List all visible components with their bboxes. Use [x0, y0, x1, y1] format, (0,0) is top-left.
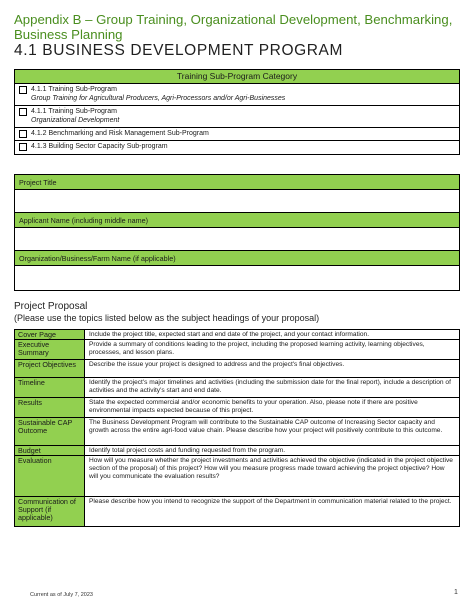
proposal-row-text: Provide a summary of conditions leading to the project, including the proposed learning activity, learning objectives, processes, and lesson plans. — [89, 341, 425, 356]
category-table — [14, 69, 460, 155]
category-option-label: 4.1.1 Training Sub-Program — [31, 86, 117, 93]
category-option-2 — [15, 106, 459, 128]
category-option-3 — [15, 128, 459, 141]
proposal-row-text: Describe the issue your project is designed to address and the project's final objectives. — [89, 361, 345, 368]
proposal-row-text: Identify the project's major timelines and activities (including the submission date for the final report), include a description of activities and the activity's start and end date. — [89, 379, 451, 394]
proposal-subtitle: (Please use the topics listed below as the subject headings of your proposal) — [14, 313, 320, 323]
proposal-row-text: Include the project title, expected start and end date of the project, and your contact information. — [89, 331, 370, 338]
proposal-row — [15, 418, 459, 446]
proposal-row-label: Cover Page — [15, 330, 85, 339]
organization-name-field[interactable] — [15, 266, 459, 290]
category-option-sub: Organizational Development — [31, 117, 120, 124]
proposal-row-label: Timeline — [15, 378, 85, 397]
organization-name-label: Organization/Business/Farm Name (if applicable) — [15, 251, 459, 266]
category-option-sub: Group Training for Agricultural Producers, Agri-Processors and/or Agri-Businesses — [31, 95, 286, 102]
category-option-1 — [15, 84, 459, 106]
proposal-row-label: Communication of Support (if applicable) — [15, 497, 85, 526]
page-title: 4.1 BUSINESS DEVELOPMENT PROGRAM — [14, 42, 343, 59]
proposal-row — [15, 330, 459, 340]
proposal-row-text: Please describe how you intend to recognize the support of the Department in communication material related to the project. — [89, 498, 452, 505]
proposal-table — [14, 329, 460, 527]
proposal-row — [15, 340, 459, 360]
checkbox-icon[interactable] — [19, 130, 27, 138]
proposal-row-label: Budget — [15, 446, 85, 455]
proposal-row-text: How will you measure whether the project investments and activities achieved the objective (indicated in the project objective section of the proposal) of this project? How will you measure progress made toward achieving the project objective? How will you communicate the evaluation results? — [89, 457, 453, 480]
project-title-field[interactable] — [15, 190, 459, 213]
proposal-row — [15, 360, 459, 378]
proposal-row-text: The Business Development Program will contribute to the Sustainable CAP outcome of Increasing Sector capacity and growth across the entire agri-food value chain. Please describe how your project will positively contribute to this outcome. — [89, 419, 443, 434]
proposal-row-text: Identify total project costs and funding requested from the program. — [89, 447, 286, 454]
category-option-label: 4.1.1 Training Sub-Program — [31, 108, 117, 115]
category-option-label: 4.1.2 Benchmarking and Risk Management Sub-Program — [31, 130, 209, 137]
checkbox-icon[interactable] — [19, 143, 27, 151]
proposal-row — [15, 446, 459, 456]
proposal-row-label: Project Objectives — [15, 360, 85, 377]
checkbox-icon[interactable] — [19, 86, 27, 94]
proposal-row-label: Results — [15, 398, 85, 417]
applicant-name-field[interactable] — [15, 228, 459, 251]
checkbox-icon[interactable] — [19, 108, 27, 116]
proposal-row-label: Executive Summary — [15, 340, 85, 359]
proposal-row — [15, 398, 459, 418]
proposal-row-text: State the expected commercial and/or economic benefits to your operation. Also, please note if there are positive environmental impacts expected because of this project. — [89, 399, 418, 414]
category-option-label: 4.1.3 Building Sector Capacity Sub-program — [31, 143, 168, 150]
proposal-row — [15, 378, 459, 398]
page-number: 1 — [454, 589, 458, 596]
proposal-title: Project Proposal — [14, 301, 88, 312]
applicant-info-table — [14, 174, 460, 291]
proposal-row-label: Sustainable CAP Outcome — [15, 418, 85, 445]
category-table-heading: Training Sub-Program Category — [15, 70, 459, 84]
category-option-4 — [15, 141, 459, 154]
applicant-name-label: Applicant Name (including middle name) — [15, 213, 459, 228]
footer-date: Current as of July 7, 2023 — [30, 592, 93, 598]
proposal-row — [15, 456, 459, 497]
appendix-heading: Appendix B – Group Training, Organizational Development, Benchmarking, Business Planning — [14, 12, 453, 42]
project-title-label: Project Title — [15, 175, 459, 190]
proposal-row-label: Evaluation — [15, 456, 85, 496]
proposal-row — [15, 497, 459, 526]
